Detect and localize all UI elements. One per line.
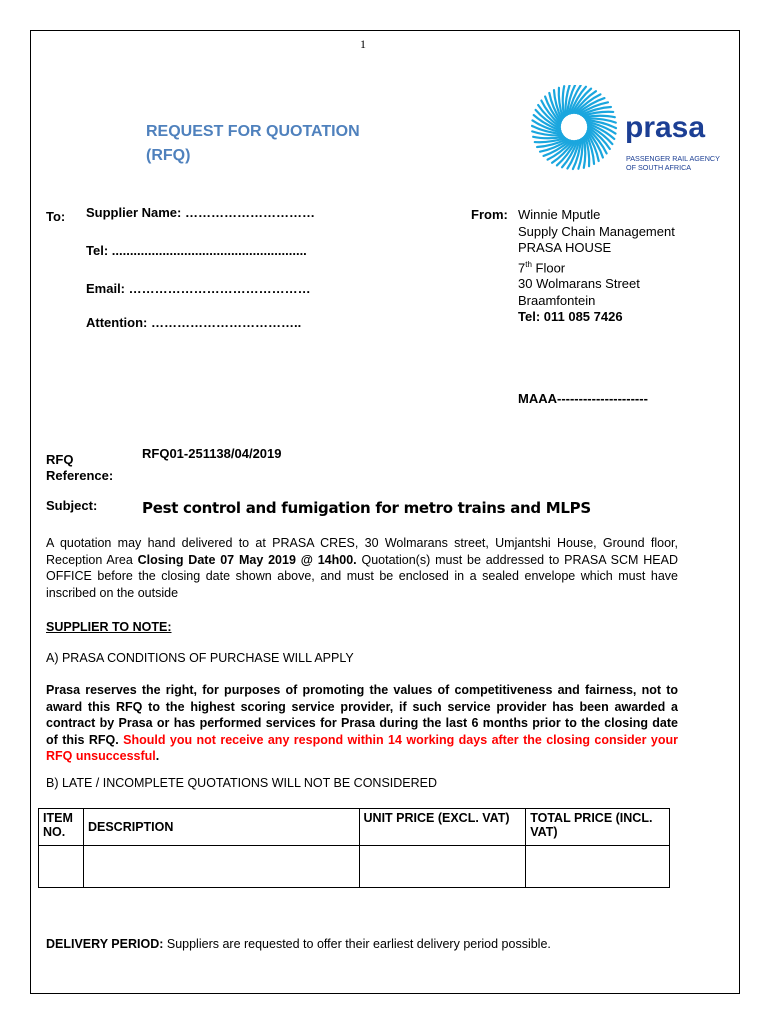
tel-field: Tel: ...................................................... bbox=[86, 243, 307, 258]
items-table bbox=[38, 808, 670, 888]
rfq-reference-value: RFQ01-251138/04/2019 bbox=[142, 446, 282, 461]
from-area: Braamfontein bbox=[518, 292, 596, 308]
title-line-2: (RFQ) bbox=[146, 147, 191, 164]
document-title bbox=[146, 120, 360, 168]
supplier-name-field: Supplier Name: ………………………… bbox=[86, 205, 315, 220]
logo-brand: prasa bbox=[625, 111, 706, 144]
delivery-period: DELIVERY PERIOD: Suppliers are requested to offer their earliest delivery period possible. bbox=[46, 937, 551, 951]
cell-item-no[interactable] bbox=[39, 846, 84, 888]
table-row bbox=[39, 846, 670, 888]
prasa-logo bbox=[531, 85, 721, 185]
from-floor: 7th Floor bbox=[518, 259, 566, 275]
note-a: A) PRASA CONDITIONS OF PURCHASE WILL APPLY bbox=[46, 651, 354, 665]
cell-total-price[interactable] bbox=[526, 846, 670, 888]
from-label: From: bbox=[471, 207, 508, 222]
header-unit-price: UNIT PRICE (EXCL. VAT) bbox=[359, 809, 526, 846]
from-name: Winnie Mputle bbox=[518, 207, 601, 222]
reserves-paragraph: Prasa reserves the right, for purposes of promoting the values of competitiveness and fairness, not to award this RFQ to the highest scoring service provider, if such service provider has been awarded a contract by Prasa or has performed services for Prasa during the last 6 months prior to the closing date of this RFQ. Should you not receive any respond within 14 working days after the closing consider your RFQ unsuccessful. bbox=[46, 683, 678, 763]
intro-paragraph: A quotation may hand delivered to at PRASA CRES, 30 Wolmarans street, Umjantshi House, Ground floor, Reception Area Closing Date 07 May 2019 @ 14h00. Quotation(s) must be addressed to PRASA SCM HEAD OFFICE before the closing date shown above, and must be enclosed in a sealed envelope which must have inscribed on the outside bbox=[46, 536, 678, 600]
subject-value: Pest control and fumigation for metro trains and MLPS bbox=[142, 499, 591, 517]
cell-unit-price[interactable] bbox=[359, 846, 526, 888]
header-description: DESCRIPTION bbox=[83, 809, 359, 846]
supplier-note-heading: SUPPLIER TO NOTE: bbox=[46, 620, 172, 634]
logo-tagline-2: OF SOUTH AFRICA bbox=[626, 163, 692, 172]
header-item-no: ITEM NO. bbox=[39, 809, 84, 846]
from-tel: Tel: 011 085 7426 bbox=[518, 309, 623, 325]
from-dept: Supply Chain Management bbox=[518, 223, 675, 239]
logo-tagline-1: PASSENGER RAIL AGENCY bbox=[626, 154, 720, 163]
attention-field: Attention: …………………………….. bbox=[86, 315, 302, 330]
prasa-ring-icon bbox=[532, 85, 616, 169]
rfq-reference-label: RFQ Reference: bbox=[46, 452, 114, 483]
maaa-reference: MAAA--------------------- bbox=[518, 391, 648, 406]
to-label: To: bbox=[46, 209, 66, 224]
note-b: B) LATE / INCOMPLETE QUOTATIONS WILL NOT BE CONSIDERED bbox=[46, 776, 438, 790]
subject-label: Subject: bbox=[46, 498, 98, 513]
header-total-price: TOTAL PRICE (INCL. VAT) bbox=[526, 809, 670, 846]
table-header-row bbox=[39, 809, 670, 846]
from-address bbox=[518, 207, 675, 326]
from-street: 30 Wolmarans Street bbox=[518, 276, 640, 292]
page-number: 1 bbox=[360, 37, 366, 51]
title-line-1: REQUEST FOR QUOTATION bbox=[146, 123, 360, 140]
cell-description[interactable] bbox=[83, 846, 359, 888]
from-building: PRASA HOUSE bbox=[518, 240, 612, 255]
email-field: Email: …………………………………… bbox=[86, 281, 311, 296]
